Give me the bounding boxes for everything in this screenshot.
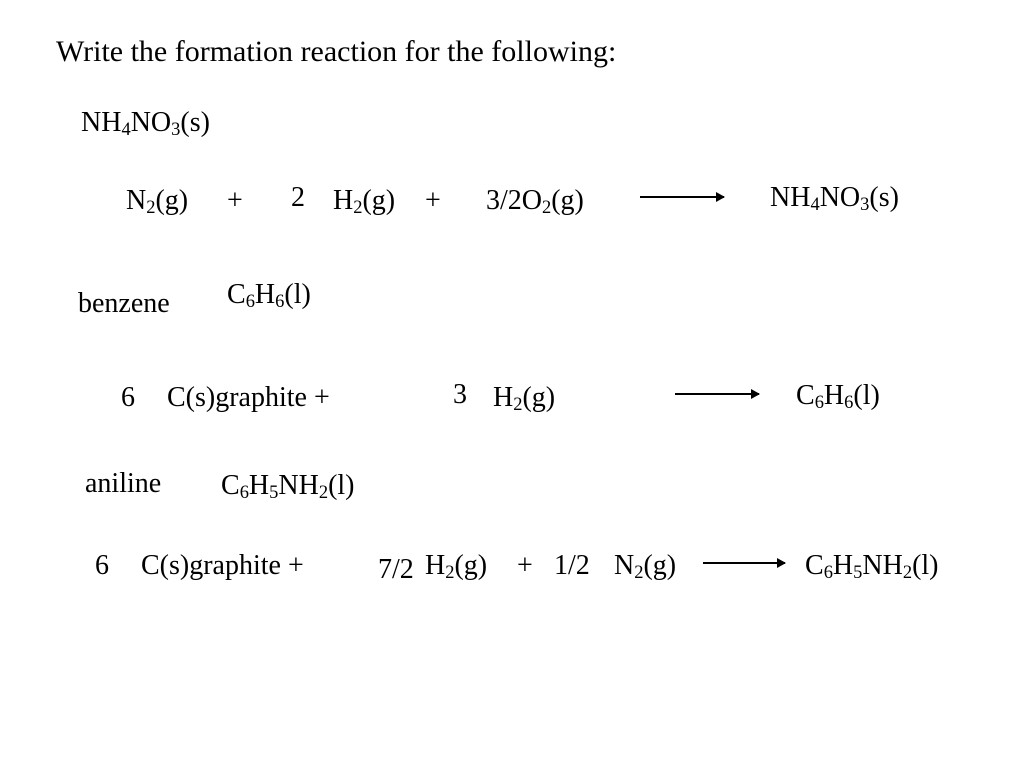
compound-formula-aniline: $C_6H_5NH_2(l)$	[221, 470, 355, 503]
reactant-hydrogen: $H_2(g)$	[425, 550, 488, 583]
reactant-nitrogen: $N_2(g)$	[614, 550, 677, 583]
coefficient: 6	[121, 382, 135, 413]
plus-sign: +	[425, 185, 441, 216]
coefficient: 3	[453, 379, 467, 410]
product-benzene: $C_6H_6(l)$	[796, 380, 880, 413]
reactant-nitrogen: $N_2(g)$	[126, 185, 189, 218]
plus-sign: +	[227, 185, 243, 216]
product-aniline: $C_6H_5NH_2(l)$	[805, 550, 939, 583]
reactant-hydrogen: $H_2(g)$	[493, 382, 556, 415]
reaction-arrow	[640, 196, 724, 198]
reactant-hydrogen: $H_2(g)$	[333, 185, 396, 218]
coefficient: 6	[95, 550, 109, 581]
compound-name-aniline: aniline	[85, 468, 162, 499]
coefficient: 2	[291, 182, 305, 213]
plus-sign: +	[517, 550, 533, 581]
reaction-arrow	[703, 562, 785, 564]
reaction-arrow	[675, 393, 759, 395]
compound-name-benzene: benzene	[78, 288, 170, 319]
slide-title: Write the formation reaction for the following:	[56, 35, 617, 68]
coefficient: 7/2	[378, 554, 414, 585]
coefficient: 1/2	[554, 550, 590, 581]
compound-formula-ammonium-nitrate: $NH_4NO_3(s)$	[81, 107, 210, 140]
product-ammonium-nitrate: $NH_4NO_3(s)$	[770, 182, 899, 215]
reactant-graphite: C(s)graphite +	[167, 382, 330, 413]
reactant-oxygen: $3/2O_2(g)$	[486, 185, 584, 218]
reactant-graphite: C(s)graphite +	[141, 550, 304, 581]
compound-formula-benzene: $C_6H_6(l)$	[227, 279, 311, 312]
